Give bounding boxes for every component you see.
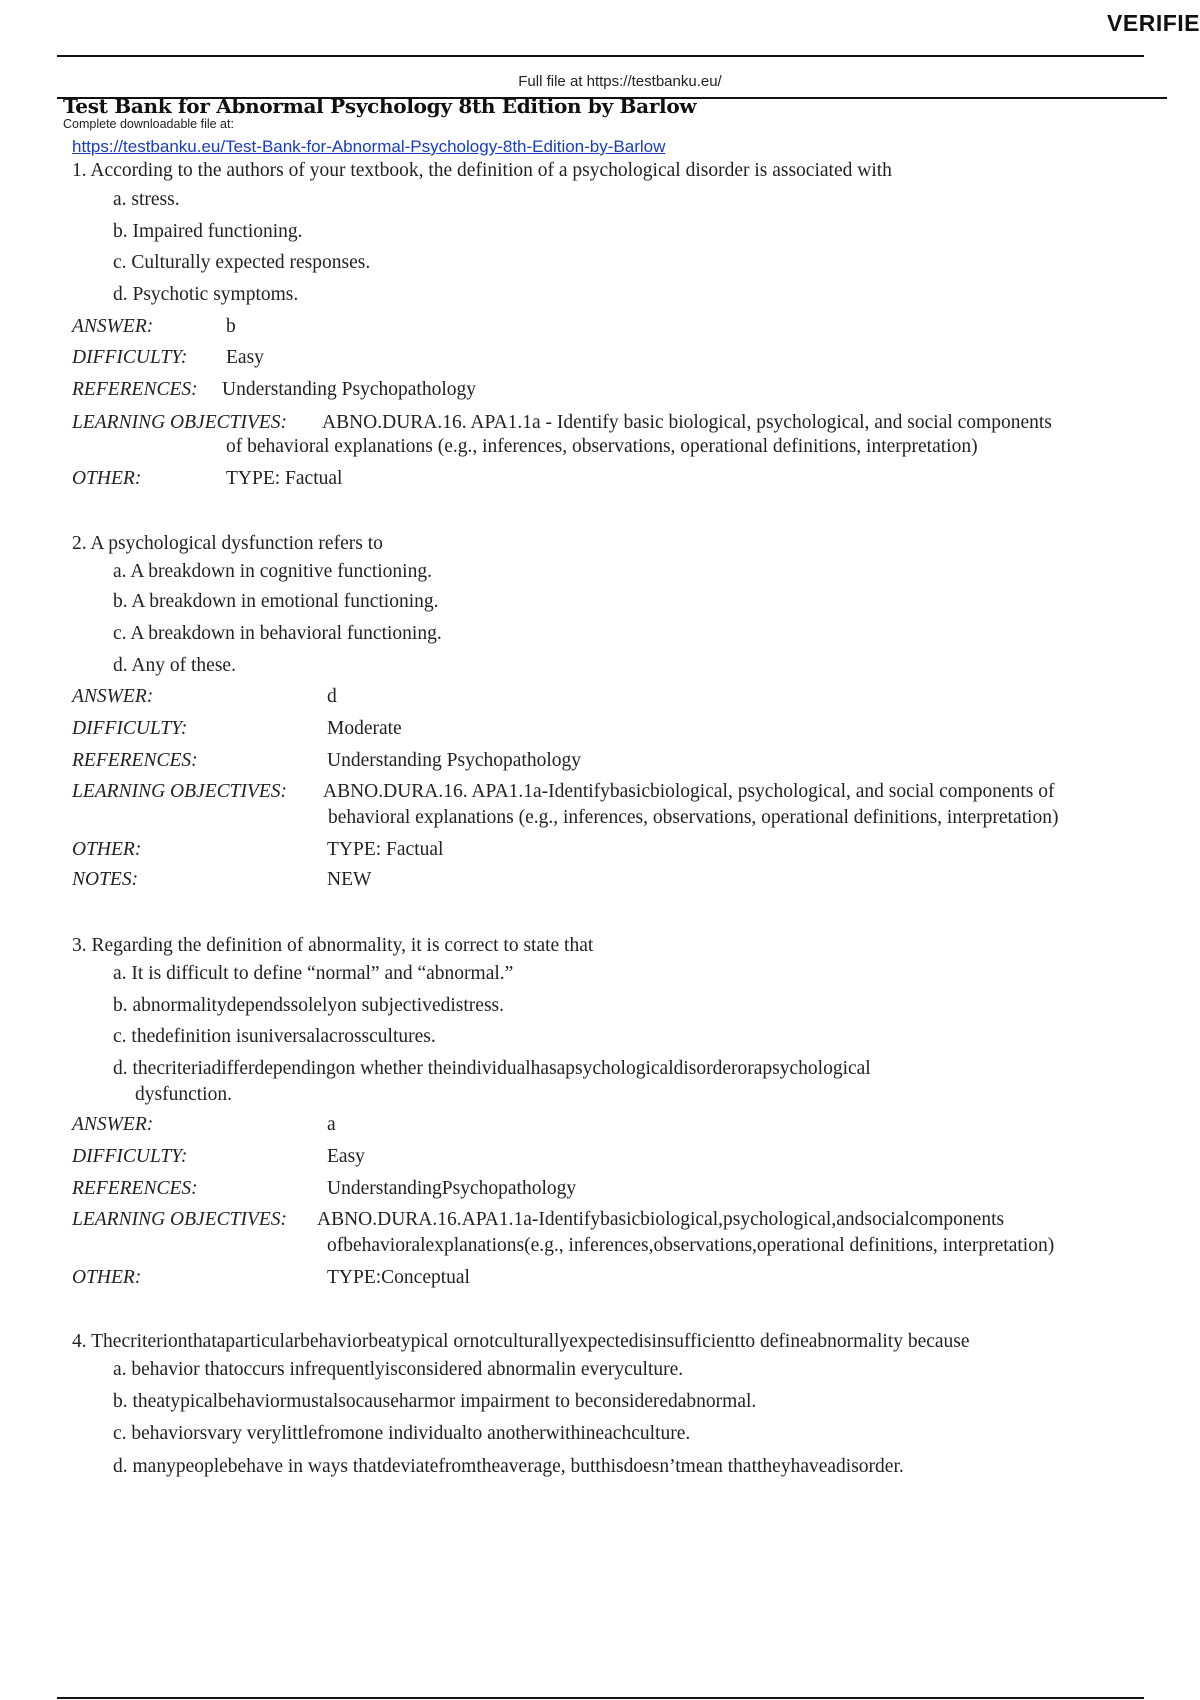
answer-value: a <box>327 1114 336 1135</box>
difficulty-label: DIFFICULTY: <box>72 718 188 739</box>
objectives-value: ABNO.DURA.16.APA1.1a-Identifybasicbiological,psychological,andsocialcomponents <box>317 1209 1005 1230</box>
objectives-value-cont: of behavioral explanations (e.g., inferences, observations, operational definitions, interpretation) <box>226 436 978 457</box>
objectives-value: ABNO.DURA.16. APA1.1a - Identify basic biological, psychological, and social components <box>322 412 1052 433</box>
option-b: b. abnormalitydependssolelyon subjectivedistress. <box>113 995 505 1016</box>
option-d-cont: dysfunction. <box>135 1084 232 1105</box>
other-label: OTHER: <box>72 839 142 860</box>
difficulty-label: DIFFICULTY: <box>72 347 188 368</box>
download-note: Complete downloadable file at: <box>63 117 234 131</box>
option-d: d. Any of these. <box>113 655 236 676</box>
answer-value: b <box>226 316 236 337</box>
other-label: OTHER: <box>72 1267 142 1288</box>
references-value: Understanding Psychopathology <box>327 750 582 771</box>
option-c: c. behaviorsvary verylittlefromone individualto anotherwithineachculture. <box>113 1423 691 1444</box>
question-stem: 2. A psychological dysfunction refers to <box>72 533 383 554</box>
option-a: a. A breakdown in cognitive functioning. <box>113 561 432 582</box>
objectives-label: LEARNING OBJECTIVES: <box>72 1209 288 1230</box>
difficulty-value: Easy <box>327 1146 365 1167</box>
objectives-label: LEARNING OBJECTIVES: <box>72 781 288 802</box>
answer-label: ANSWER: <box>72 1114 154 1135</box>
notes-value: NEW <box>327 869 372 890</box>
answer-label: ANSWER: <box>72 316 154 337</box>
option-c: c. Culturally expected responses. <box>113 252 371 273</box>
question-stem: 4. Thecriterionthataparticularbehaviorbeatypical ornotculturallyexpectedisinsufficientto defineabnormality because <box>72 1331 970 1352</box>
option-d: d. thecriteriadifferdependingon whether theindividualhasapsychologicaldisorderorapsychological <box>113 1058 871 1079</box>
verified-watermark: VERIFIE <box>1107 10 1200 36</box>
download-link[interactable]: https://testbanku.eu/Test-Bank-for-Abnormal-Psychology-8th-Edition-by-Barlow <box>72 137 666 156</box>
answer-value: d <box>327 686 337 707</box>
references-value: UnderstandingPsychopathology <box>327 1178 577 1199</box>
question-stem: 1. According to the authors of your textbook, the definition of a psychological disorder is associated with <box>72 160 892 181</box>
question-stem: 3. Regarding the definition of abnormality, it is correct to state that <box>72 935 594 956</box>
other-value: TYPE:Conceptual <box>327 1267 470 1288</box>
objectives-label: LEARNING OBJECTIVES: <box>72 412 288 433</box>
references-label: REFERENCES: <box>72 379 198 400</box>
references-label: REFERENCES: <box>72 1178 198 1199</box>
option-b: b. A breakdown in emotional functioning. <box>113 591 439 612</box>
option-c: c. A breakdown in behavioral functioning. <box>113 623 442 644</box>
objectives-value-cont: behavioral explanations (e.g., inferences, observations, operational definitions, interpretation) <box>328 807 1059 828</box>
option-c: c. thedefinition isuniversalacrosscultures. <box>113 1026 436 1047</box>
option-a: a. stress. <box>113 189 180 210</box>
option-d: d. Psychotic symptoms. <box>113 284 299 305</box>
notes-label: NOTES: <box>72 869 139 890</box>
answer-label: ANSWER: <box>72 686 154 707</box>
difficulty-value: Moderate <box>327 718 402 739</box>
other-label: OTHER: <box>72 468 142 489</box>
other-value: TYPE: Factual <box>226 468 343 489</box>
option-b: b. Impaired functioning. <box>113 221 303 242</box>
references-label: REFERENCES: <box>72 750 198 771</box>
difficulty-value: Easy <box>226 347 264 368</box>
objectives-value-cont: ofbehavioralexplanations(e.g., inferences,observations,operational definitions, interpretation) <box>327 1235 1055 1256</box>
option-a: a. behavior thatoccurs infrequentlyisconsidered abnormalin everyculture. <box>113 1359 684 1380</box>
full-file-note: Full file at https://testbanku.eu/ <box>518 73 722 90</box>
objectives-value: ABNO.DURA.16. APA1.1a-Identifybasicbiological, psychological, and social components of <box>323 781 1055 802</box>
other-value: TYPE: Factual <box>327 839 444 860</box>
document-title: Test Bank for Abnormal Psychology 8th Edition by Barlow <box>63 94 697 118</box>
option-a: a. It is difficult to define “normal” and “abnormal.” <box>113 963 514 984</box>
bottom-divider <box>57 1697 1144 1699</box>
option-d: d. manypeoplebehave in ways thatdeviatefromtheaverage, butthisdoesn’tmean thattheyhaveadisorder. <box>113 1456 904 1477</box>
difficulty-label: DIFFICULTY: <box>72 1146 188 1167</box>
top-divider <box>57 55 1144 57</box>
option-b: b. theatypicalbehaviormustalsocauseharmor impairment to beconsideredabnormal. <box>113 1391 757 1412</box>
references-value: Understanding Psychopathology <box>222 379 477 400</box>
